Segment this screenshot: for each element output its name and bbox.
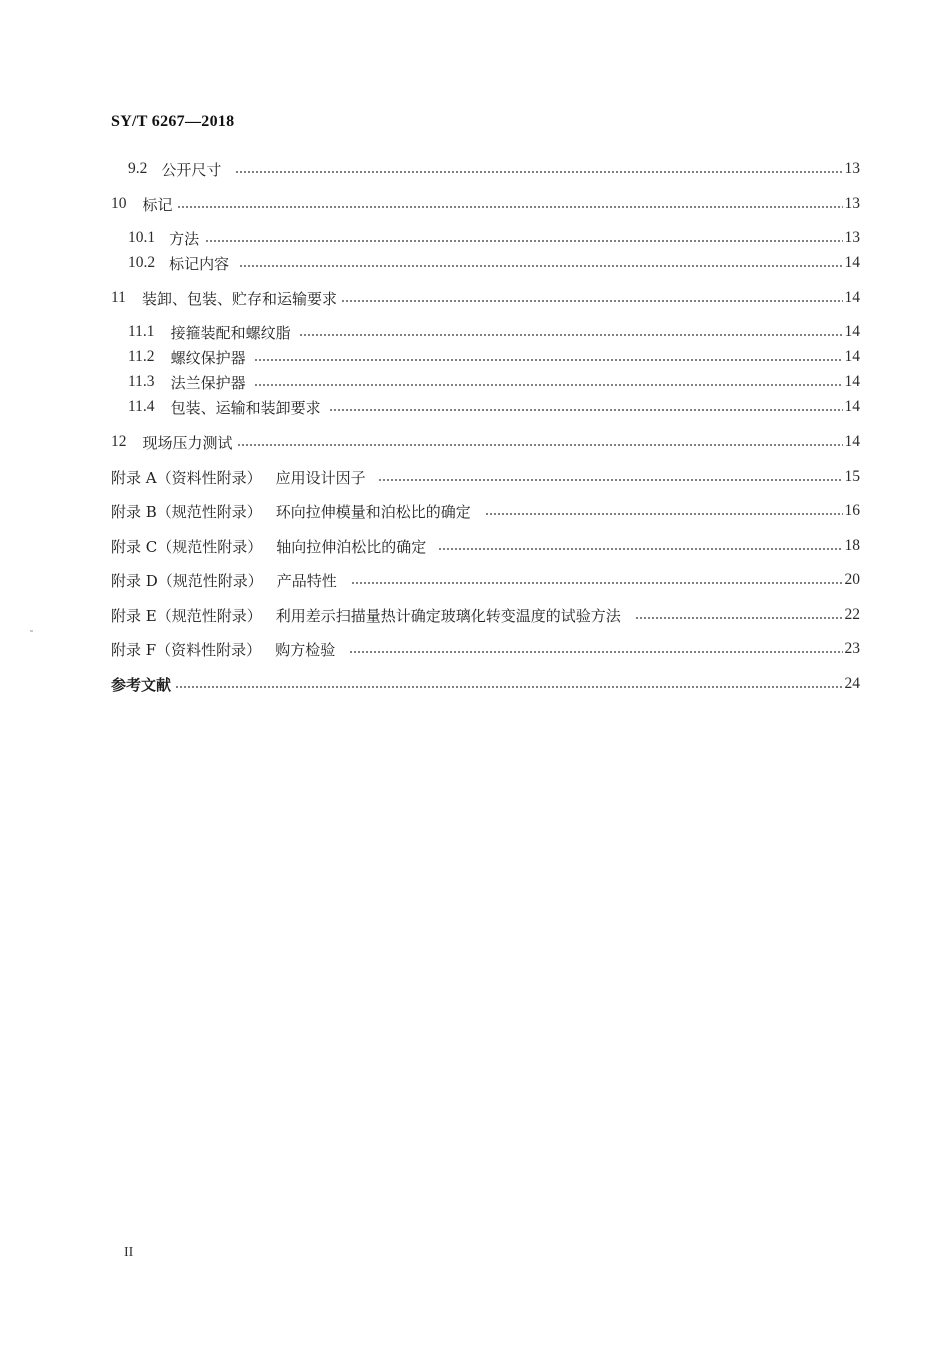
toc-entry[interactable] (111, 431, 860, 453)
toc-entry-title: 参考文献 (111, 675, 172, 694)
toc-leader-dots (485, 513, 843, 516)
toc-appendix-entry[interactable] (111, 638, 860, 660)
toc-leader-dots (378, 479, 843, 482)
toc-leader-dots (175, 686, 842, 689)
toc-entry-number: 11.3 (128, 373, 155, 390)
toc-leader-dots (239, 265, 842, 268)
toc-leader-dots (177, 206, 843, 209)
toc-entry[interactable] (128, 158, 860, 180)
scan-artifact (30, 630, 33, 632)
toc-entry-number: 11 (111, 289, 126, 306)
toc-entry[interactable] (111, 193, 860, 215)
toc-entry-page: 14 (844, 348, 860, 365)
toc-entry-title: 包装、运输和装卸要求 (170, 398, 321, 417)
toc-entry-page: 23 (844, 640, 860, 657)
toc-appendix-label: 附录 F（资料性附录） (111, 640, 262, 659)
toc-leader-dots (205, 240, 842, 243)
toc-entry-page: 18 (844, 537, 860, 554)
toc-appendix-entry[interactable] (111, 466, 860, 488)
toc-appendix-entry[interactable] (111, 500, 860, 522)
toc-entry-page: 13 (844, 160, 860, 177)
toc-entry-number: 11.4 (128, 398, 155, 415)
toc-entry-number: 11.1 (128, 323, 155, 340)
toc-leader-dots (254, 359, 843, 362)
toc-leader-dots (299, 334, 843, 337)
toc-entry-title: 装卸、包装、贮存和运输要求 (141, 289, 337, 308)
toc-entry[interactable] (111, 673, 860, 695)
document-code: SY/T 6267—2018 (111, 113, 235, 130)
toc-entry-title: 公开尺寸 (161, 160, 222, 179)
toc-entry[interactable] (128, 396, 860, 418)
toc-leader-dots (438, 548, 842, 551)
toc-entry-number: 11.2 (128, 348, 155, 365)
toc-appendix-entry[interactable] (111, 569, 860, 591)
toc-entry-title: 标记 (142, 195, 173, 214)
toc-appendix-entry[interactable] (111, 604, 860, 626)
toc-entry-page: 13 (844, 195, 860, 212)
toc-entry-title: 标记内容 (169, 254, 230, 273)
toc-appendix-label: 附录 D（规范性附录） (111, 571, 263, 590)
toc-entry-page: 14 (844, 398, 860, 415)
toc-entry-number: 12 (111, 433, 127, 450)
toc-leader-dots (235, 171, 842, 174)
toc-entry-page: 22 (844, 606, 860, 623)
toc-leader-dots (349, 651, 842, 654)
toc-entry-number: 10.2 (128, 254, 156, 271)
toc-entry-page: 14 (844, 323, 860, 340)
toc-appendix-label: 附录 A（资料性附录） (111, 468, 262, 487)
toc-entry[interactable] (128, 321, 860, 343)
toc-entry-title: 购方检验 (275, 640, 336, 659)
toc-entry-page: 14 (844, 289, 860, 306)
toc-entry-number: 10.1 (128, 229, 156, 246)
toc-appendix-label: 附录 C（规范性附录） (111, 537, 263, 556)
toc-entry-page: 14 (844, 433, 860, 450)
toc-entry-title: 环向拉伸模量和泊松比的确定 (275, 502, 471, 521)
toc-appendix-label: 附录 E（规范性附录） (111, 606, 262, 625)
toc-entry-title: 应用设计因子 (275, 468, 366, 487)
toc-entry-title: 轴向拉伸泊松比的确定 (276, 537, 427, 556)
toc-entry-number: 9.2 (128, 160, 148, 177)
toc-leader-dots (635, 617, 843, 620)
toc-leader-dots (237, 444, 843, 447)
toc-entry-title: 方法 (169, 229, 200, 248)
toc-entry-page: 16 (844, 502, 860, 519)
toc-entry-page: 15 (844, 468, 860, 485)
toc-entry-page: 20 (844, 571, 860, 588)
toc-leader-dots (329, 409, 843, 412)
toc-entry-page: 14 (844, 254, 860, 271)
toc-entry[interactable] (128, 346, 860, 368)
toc-appendix-entry[interactable] (111, 535, 860, 557)
toc-entry-title: 法兰保护器 (170, 373, 246, 392)
toc-entry[interactable] (111, 287, 860, 309)
toc-entry-number: 10 (111, 195, 127, 212)
toc-entry-page: 14 (844, 373, 860, 390)
toc-entry-title: 螺纹保护器 (170, 348, 246, 367)
toc-leader-dots (254, 384, 843, 387)
page-number: II (124, 1245, 134, 1260)
toc-leader-dots (351, 582, 843, 585)
toc-leader-dots (341, 300, 843, 303)
toc-entry-page: 24 (844, 675, 860, 692)
toc-entry[interactable] (128, 252, 860, 274)
toc-entry-page: 13 (844, 229, 860, 246)
toc-entry-title: 产品特性 (276, 571, 337, 590)
toc-entry[interactable] (128, 227, 860, 249)
toc-entry[interactable] (128, 371, 860, 393)
toc-appendix-label: 附录 B（规范性附录） (111, 502, 262, 521)
toc-entry-title: 接箍装配和螺纹脂 (170, 323, 291, 342)
toc-entry-title: 利用差示扫描量热计确定玻璃化转变温度的试验方法 (275, 606, 621, 625)
toc-entry-title: 现场压力测试 (142, 433, 233, 452)
